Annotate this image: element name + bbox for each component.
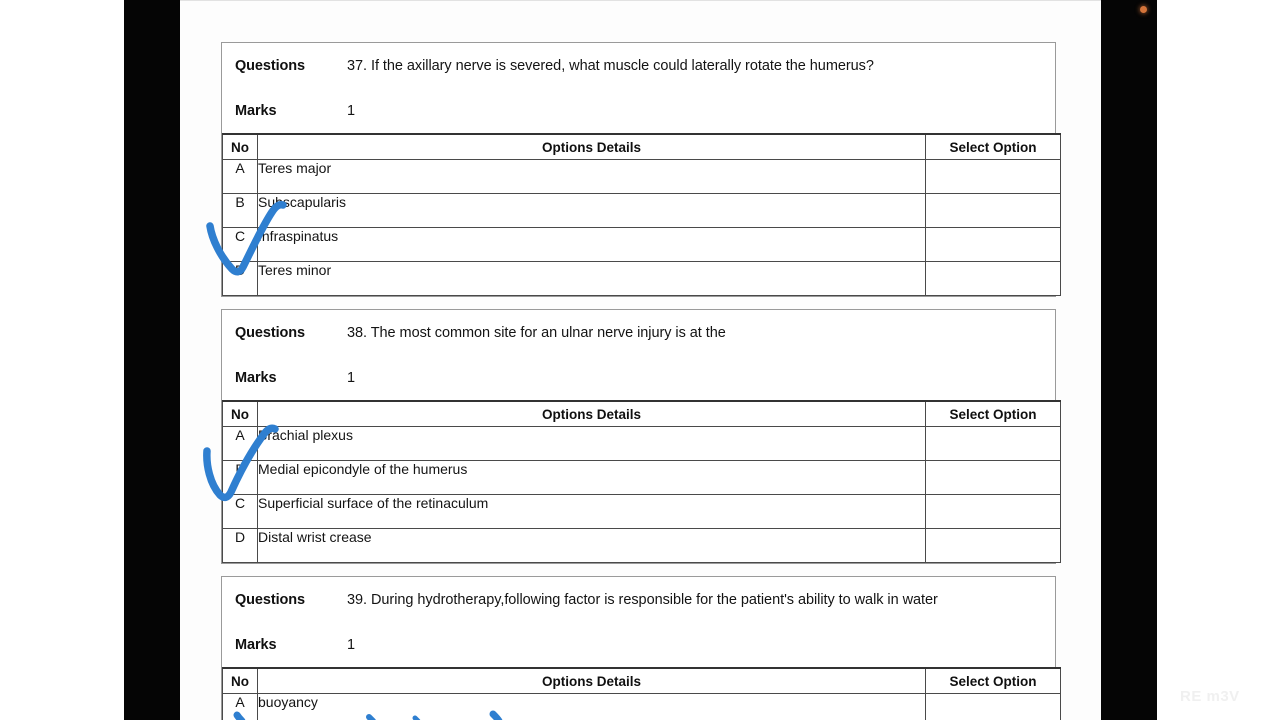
option-no: C [223, 495, 258, 529]
option-select-cell[interactable] [926, 495, 1061, 529]
option-detail: Teres minor [258, 262, 926, 296]
table-row[interactable] [223, 262, 1061, 296]
table-row[interactable] [223, 160, 1061, 194]
option-detail: Distal wrist crease [258, 529, 926, 563]
option-no: C [223, 228, 258, 262]
options-table [222, 667, 1061, 720]
option-select-cell[interactable] [926, 194, 1061, 228]
letterbox-bar-left [124, 0, 180, 720]
options-header-row [223, 134, 1061, 160]
options-header-row [223, 668, 1061, 694]
option-detail: Subscapularis [258, 194, 926, 228]
header-options-details: Options Details [258, 668, 926, 694]
option-detail: buoyancy [258, 694, 926, 720]
header-no: No [223, 134, 258, 160]
header-select-option: Select Option [926, 134, 1061, 160]
option-select-cell[interactable] [926, 427, 1061, 461]
question-text-row [222, 310, 1055, 355]
marks-value: 1 [347, 103, 356, 119]
question-block-39 [221, 576, 1056, 720]
option-detail: Superficial surface of the retinaculum [258, 495, 926, 529]
table-row[interactable] [223, 529, 1061, 563]
options-header-row [223, 401, 1061, 427]
table-row[interactable] [223, 228, 1061, 262]
marks-label: Marks [235, 103, 277, 119]
question-block-37 [221, 42, 1056, 297]
question-header [222, 310, 1055, 400]
header-select-option: Select Option [926, 668, 1061, 694]
header-no: No [223, 668, 258, 694]
marks-row [222, 88, 1055, 133]
recording-indicator-dot [1140, 6, 1147, 13]
question-block-38 [221, 309, 1056, 564]
options-table [222, 133, 1061, 296]
header-options-details: Options Details [258, 401, 926, 427]
option-no: B [223, 461, 258, 495]
option-no: D [223, 262, 258, 296]
table-row[interactable] [223, 495, 1061, 529]
option-no: B [223, 194, 258, 228]
marks-label: Marks [235, 370, 277, 386]
question-text-row [222, 577, 1055, 622]
letterbox-bar-right [1101, 0, 1157, 720]
option-detail: Teres major [258, 160, 926, 194]
option-select-cell[interactable] [926, 228, 1061, 262]
questions-label: Questions [235, 58, 305, 74]
marks-row [222, 622, 1055, 667]
table-row[interactable] [223, 694, 1061, 720]
option-no: A [223, 694, 258, 720]
option-no: A [223, 427, 258, 461]
table-row[interactable] [223, 461, 1061, 495]
questions-label: Questions [235, 592, 305, 608]
option-detail: Infraspinatus [258, 228, 926, 262]
question-text-row [222, 43, 1055, 88]
table-row[interactable] [223, 427, 1061, 461]
option-no: D [223, 529, 258, 563]
marks-value: 1 [347, 370, 356, 386]
option-select-cell[interactable] [926, 694, 1061, 720]
table-row[interactable] [223, 194, 1061, 228]
question-text: 39. During hydrotherapy,following factor is responsible for the patient's ability to walk in water [347, 592, 938, 608]
header-no: No [223, 401, 258, 427]
document-page [180, 0, 1101, 720]
option-no: A [223, 160, 258, 194]
option-select-cell[interactable] [926, 262, 1061, 296]
marks-row [222, 355, 1055, 400]
marks-value: 1 [347, 637, 356, 653]
watermark-text: RE m3V [1180, 688, 1240, 705]
question-text: 38. The most common site for an ulnar nerve injury is at the [347, 325, 726, 341]
header-options-details: Options Details [258, 134, 926, 160]
question-text: 37. If the axillary nerve is severed, what muscle could laterally rotate the humerus? [347, 58, 874, 74]
option-select-cell[interactable] [926, 160, 1061, 194]
option-detail: Brachial plexus [258, 427, 926, 461]
option-select-cell[interactable] [926, 461, 1061, 495]
marks-label: Marks [235, 637, 277, 653]
options-table [222, 400, 1061, 563]
questions-label: Questions [235, 325, 305, 341]
question-header [222, 43, 1055, 133]
option-select-cell[interactable] [926, 529, 1061, 563]
header-select-option: Select Option [926, 401, 1061, 427]
question-header [222, 577, 1055, 667]
option-detail: Medial epicondyle of the humerus [258, 461, 926, 495]
